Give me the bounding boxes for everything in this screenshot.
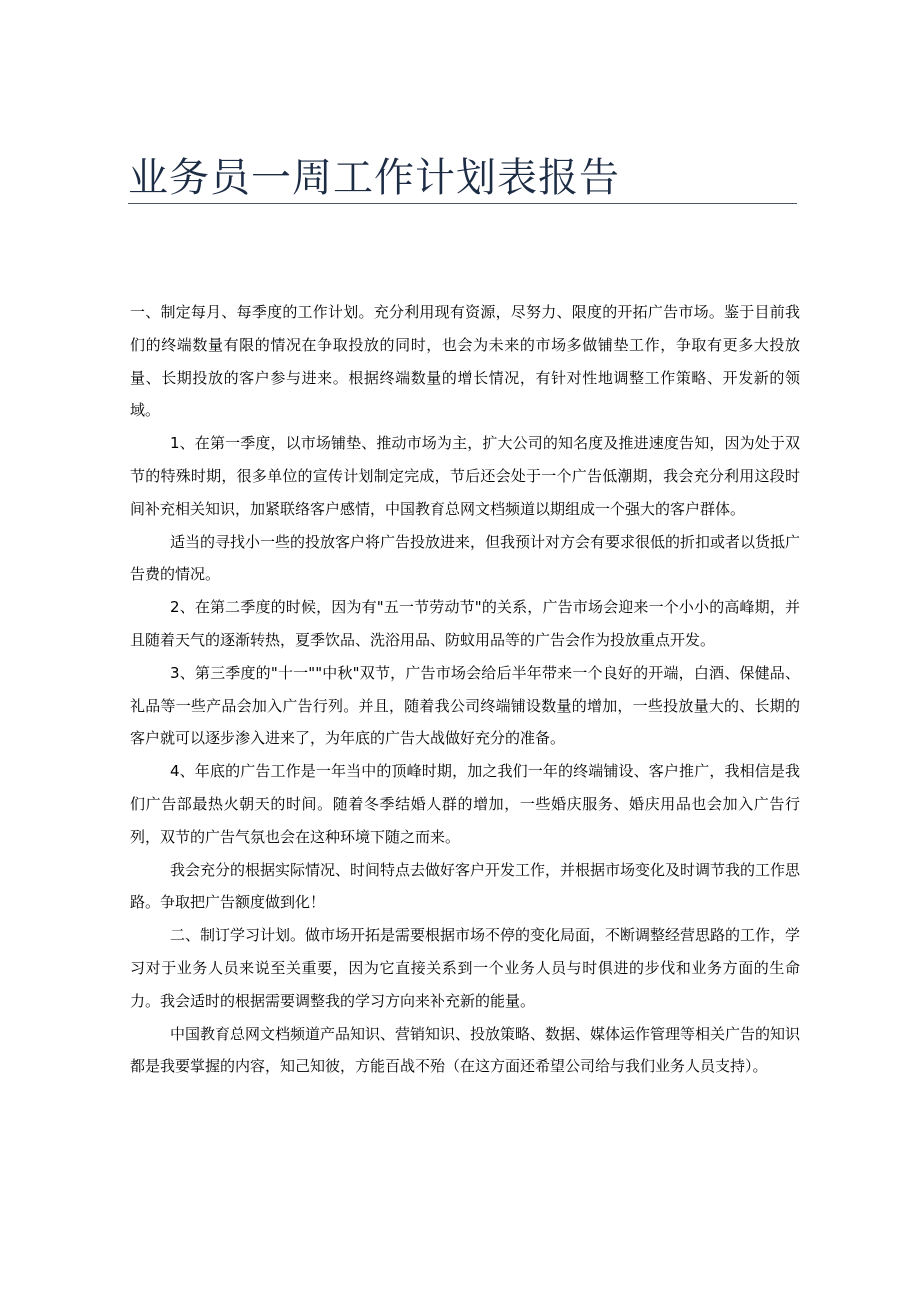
paragraph-q1: 1、在第一季度，以市场铺垫、推动市场为主，扩大公司的知名度及推进速度告知，因为处于双节的特殊时期，很多单位的宣传计划制定完成，节后还会处于一个广告低潮期，我会充分利用这段时间补充相关知识，加紧联络客户感情，中国教育总网文档频道以期组成一个强大的客户群体。: [130, 434, 800, 518]
paragraph-small-clients: 适当的寻找小一些的投放客户将广告投放进来，但我预计对方会有要求很低的折扣或者以货抵广告费的情况。: [130, 532, 801, 584]
paragraph-section-one: 一、制定每月、每季度的工作计划。充分利用现有资源，尽努力、限度的开拓广告市场。鉴于目前我们的终端数量有限的情况在争取投放的同时，也会为未来的市场多做铺垫工作，争取有更多大投放量、长期投放的客户参与进来。根据终端数量的增长情况，有针对性地调整工作策略、开发新的领域。: [130, 303, 800, 420]
title-underline: [128, 203, 797, 204]
paragraph-q4: 4、年底的广告工作是一年当中的顶峰时期，加之我们一年的终端铺设、客户推广，我相信是我们广告部最热火朝天的时间。随着冬季结婚人群的增加，一些婚庆服务、婚庆用品也会加入广告行列，双节的广告气氛也会在这种环境下随之而来。: [130, 762, 800, 846]
paragraph-q3: 3、第三季度的"十一""中秋"双节，广告市场会给后半年带来一个良好的开端，白酒、保健品、礼品等一些产品会加入广告行列。并且，随着我公司终端铺设数量的增加，一些投放量大的、长期的客户就可以逐步渗入进来了，为年底的广告大战做好充分的准备。: [130, 663, 800, 748]
paragraph-q2: 2、在第二季度的时候，因为有"五一节劳动节"的关系，广告市场会迎来一个小小的高峰期，并且随着天气的逐渐转热，夏季饮品、洗浴用品、防蚊用品等的广告会作为投放重点开发。: [130, 598, 800, 649]
paragraph-section-two: 二、制订学习计划。做市场开拓是需要根据市场不停的变化局面，不断调整经营思路的工作，学习对于业务人员来说至关重要，因为它直接关系到一个业务人员与时俱进的步伐和业务方面的生命力。我会适时的根据需要调整我的学习方向来补充新的能量。: [130, 926, 801, 1010]
paragraph-knowledge: 中国教育总网文档频道产品知识、营销知识、投放策略、数据、媒体运作管理等相关广告的知识都是我要掌握的内容，知己知彼，方能百战不殆（在这方面还希望公司给与我们业务人员支持）。: [130, 1024, 801, 1076]
paragraph-client-development: 我会充分的根据实际情况、时间特点去做好客户开发工作，并根据市场变化及时调节我的工作思路。争取把广告额度做到化！: [130, 860, 801, 912]
document-title: 业务员一周工作计划表报告: [128, 155, 620, 201]
document-body: [130, 296, 800, 1083]
